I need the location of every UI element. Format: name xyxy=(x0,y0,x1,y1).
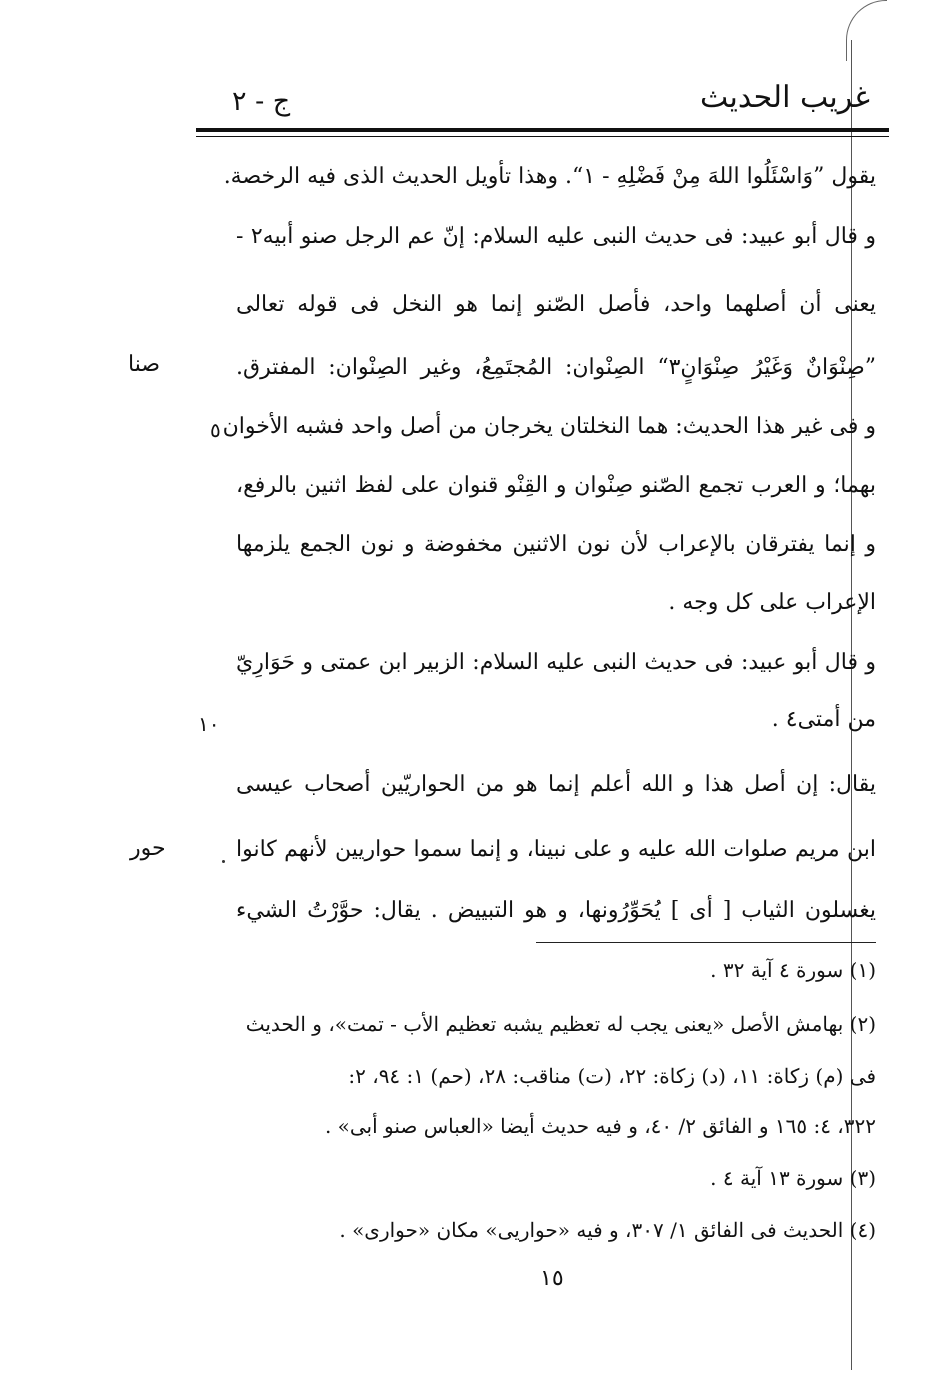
body-line-12: ابن مريم صلوات الله عليه و على نبينا، و إنما سموا حواريين لأنهم كانوا xyxy=(236,837,876,862)
body-line-9: و قال أبو عبيد: فى حديث النبى عليه السلام: الزبير ابن عمتى و حَوَارِيّ xyxy=(236,650,876,675)
margin-note-sana: صنا xyxy=(128,352,161,377)
header-rule-thick xyxy=(196,128,889,132)
footnote-3: (٣) سورة ١٣ آية ٤ . xyxy=(710,1166,876,1190)
body-line-3: يعنى أن أصلهما واحد، فأصل الصّنو إنما هو النخل فى قوله تعالى xyxy=(236,292,877,317)
margin-note-hur: حور xyxy=(130,836,166,861)
body-line-8: الإعراب على كل وجه . xyxy=(668,590,876,615)
line-number-5: ٥ xyxy=(210,418,221,442)
body-line-7: و إنما يفترقان بالإعراب لأن نون الاثنين مخفوضة و نون الجمع يلزمها xyxy=(236,532,876,557)
binding-curve xyxy=(846,0,887,61)
body-line-1: يقول ”وَاسْئَلُوا اللهَ مِنْ فَضْلِهِ - ١“. وهذا تأويل الحديث الذى فيه الرخصة. xyxy=(223,164,876,189)
header-rule-thin xyxy=(196,136,889,137)
body-line-13: يغسلون الثياب [ أى ] يُحَوِّرُونها، و هو التبييض . يقال: حوَّرْتُ الشيء xyxy=(236,898,876,923)
page-number: ١٥ xyxy=(540,1266,564,1291)
body-line-4: ”صِنْوَانٌ وَغَيْرُ صِنْوَانٍ٣“ الصِنْوان: المُجتَمِعُ، وغير الصِنْوان: المفترق. xyxy=(236,355,877,380)
footnote-1: (١) سورة ٤ آية ٣٢ . xyxy=(710,958,876,982)
body-line-11: يقال: إن أصل هذا و الله أعلم إنما هو من الحواريّين أصحاب عيسى xyxy=(236,772,876,797)
body-line-6: بهما؛ و العرب تجمع الصّنو صِنْوان و القِنْو قنوان على لفظ اثنين بالرفع، xyxy=(236,473,876,498)
line-number-10: ١٠ xyxy=(198,712,220,736)
footnote-2-line-1: (٢) بهامش الأصل «يعنى يجب له تعظيم يشبه تعظيم الأب - تمت»، و الحديث xyxy=(245,1012,876,1036)
footnote-2-line-3: ٣٢٢، ٤: ١٦٥ و الفائق ٢/ ٤٠، و فيه حديث أيضا «العباس صنو أبى» . xyxy=(324,1114,876,1138)
footnote-2-line-2: فى (م) زكاة: ١١، (د) زكاة: ٢٢، (ت) مناقب: ٢٨، (حم) ١: ٩٤، ٢: xyxy=(348,1064,876,1088)
footnote-rule xyxy=(536,942,876,943)
ink-dot xyxy=(222,860,225,863)
body-line-10: من أمتى٤ . xyxy=(771,707,876,732)
body-line-5: و فى غير هذا الحديث: هما النخلتان يخرجان من أصل واحد فشبه الأخوان xyxy=(222,414,876,439)
running-title: غريب الحديث xyxy=(700,80,870,115)
footnote-4: (٤) الحديث فى الفائق ١/ ٣٠٧، و فيه «حواريى» مكان «حوارى» . xyxy=(339,1218,876,1242)
volume-label: ج - ٢ xyxy=(232,86,291,117)
body-line-2: و قال أبو عبيد: فى حديث النبى عليه السلام: إنّ عم الرجل صنو أبيه٢ - xyxy=(236,224,876,249)
